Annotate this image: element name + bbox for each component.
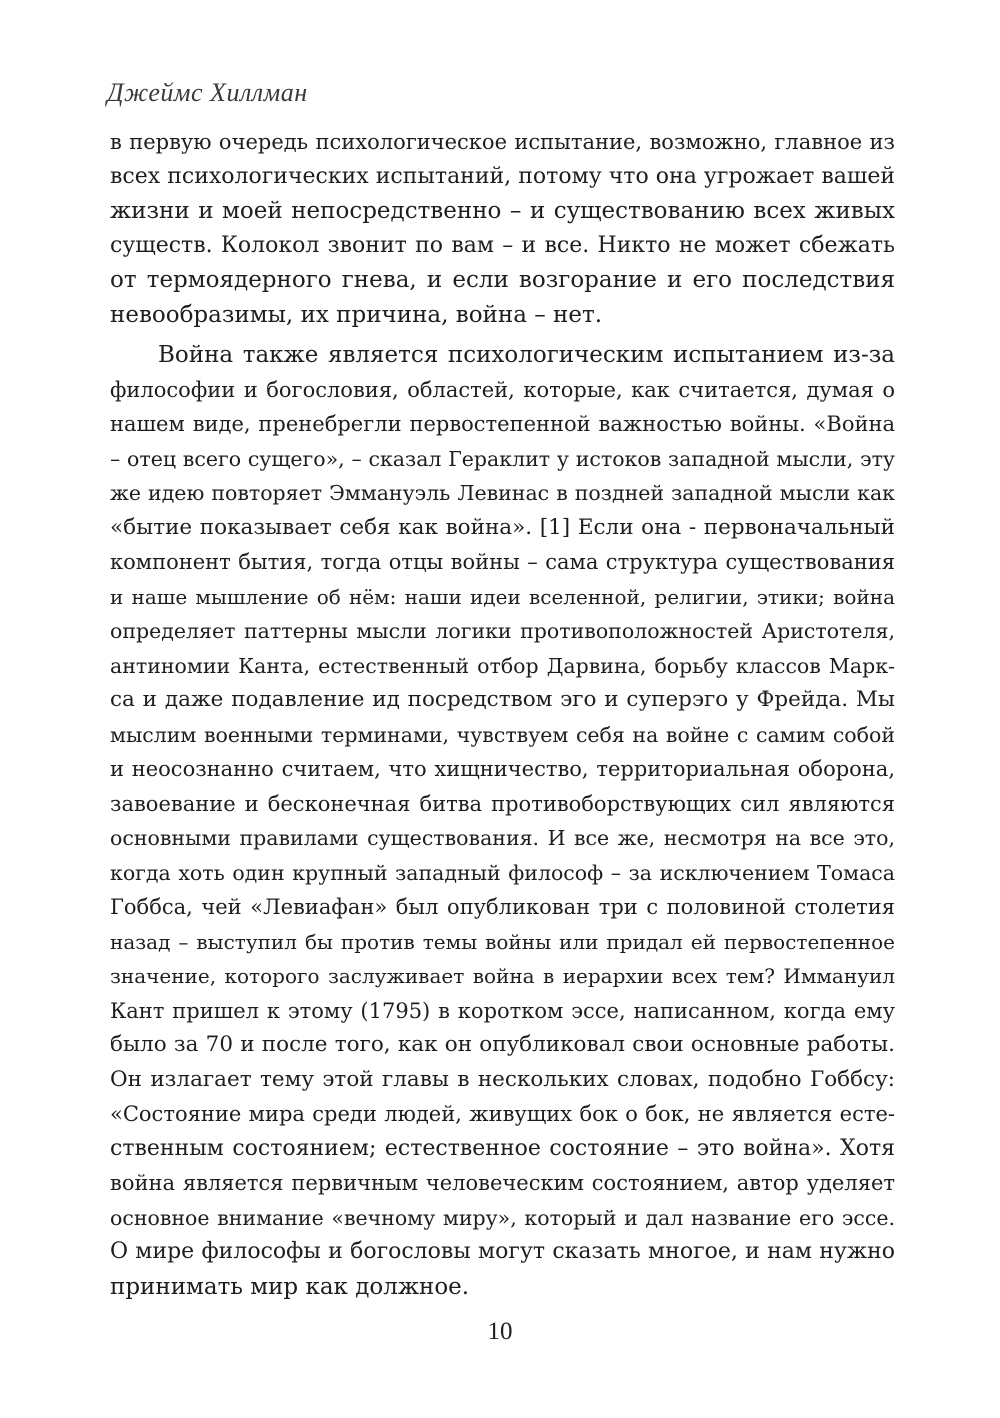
paragraph-2-line: принимать мир как должное. <box>110 1273 470 1300</box>
paragraph-1-line: невообразимы, их причина, война – нет. <box>110 301 603 328</box>
paragraph-2-line: и наше мышление об нём: наши идеи вселенной, религии, этики; война <box>110 584 895 609</box>
paragraph-2-line: Кант пришел к этому (1795) в коротком эссе, написанном, когда ему <box>110 998 895 1023</box>
paragraph-1-line: от термоядерного гнева, и если возгорание и его последствия <box>110 267 895 293</box>
paragraph-2-line: компонент бытия, тогда отцы войны – сама структура существования <box>110 550 895 574</box>
body-text <box>110 125 895 1304</box>
page-number: 10 <box>487 1318 513 1345</box>
paragraph-2-line: мыслим военными терминами, чувствуем себя на войне с самим собой <box>110 722 895 747</box>
paragraph-2-line: ственным состоянием; естественное состояние – это война». Хотя <box>110 1135 895 1161</box>
paragraph-2-line: «бытие показывает себя как война». [1] Если она - первоначальный <box>110 514 895 540</box>
paragraph-2-line: определяет паттерны мысли логики противоположностей Аристотеля, <box>110 619 895 643</box>
paragraph-2-line: основными правилами существования. И все же, несмотря на все это, <box>110 826 895 850</box>
paragraph-1-line: существ. Колокол звонит по вам – и все. Никто не может сбежать <box>110 232 895 258</box>
paragraph-2-line: завоевание и бесконечная битва противоборствующих сил являются <box>110 791 895 816</box>
paragraph-2-line: и неосознанно считаем, что хищничество, территориальная оборона, <box>110 757 895 781</box>
paragraph-2-line: когда хоть один крупный западный философ – за исключением Томаса <box>110 860 895 885</box>
paragraph-1-line: в первую очередь психологическое испытание, возможно, главное из <box>110 130 895 154</box>
paragraph-2-line: Он излагает тему этой главы в нескольких словах, подобно Гоббсу: <box>110 1066 895 1092</box>
paragraph-2-line: значение, которого заслуживает война в иерархии всех тем? Иммануил <box>110 964 895 988</box>
paragraph-2-line: О мире философы и богословы могут сказать многое, и нам нужно <box>110 1239 895 1264</box>
paragraph-2-line: война является первичным человеческим состоянием, автор уделяет <box>110 1171 895 1195</box>
paragraph-2-line: са и даже подавление ид посредством эго и суперэго у Фрейда. Мы <box>110 687 895 712</box>
paragraph-2-line: Война также является психологическим испытанием из-за <box>158 342 895 368</box>
paragraph-1-line: всех психологических испытаний, потому что она угрожает вашей <box>110 163 895 189</box>
paragraph-1-line: жизни и моей непосредственно – и существованию всех живых <box>110 198 895 224</box>
running-head-author: Джеймс Хиллман <box>107 78 308 107</box>
paragraph-2-line: философии и богословия, областей, которые, как считается, думая о <box>110 377 895 402</box>
paragraph-2-line: антиномии Канта, естественный отбор Дарвина, борьбу классов Марк- <box>110 653 895 678</box>
paragraph-2-line: Гоббса, чей «Левиафан» был опубликован три с половиной столетия <box>110 895 895 919</box>
paragraph-2-line: назад – выступил бы против темы войны или придал ей первостепенное <box>110 929 895 954</box>
paragraph-2-line: нашем виде, пренебрегли первостепенной важностью войны. «Война <box>110 412 895 436</box>
paragraph-2-line: основное внимание «вечному миру», который и дал название его эссе. <box>110 1205 895 1230</box>
paragraph-2-line: «Состояние мира среди людей, живущих бок о бок, не является есте- <box>110 1102 895 1126</box>
paragraph-2-line: – отец всего сущего», – сказал Гераклит у истоков западной мысли, эту <box>110 446 895 471</box>
paragraph-2-line: же идею повторяет Эммануэль Левинас в поздней западной мысли как <box>110 481 895 505</box>
paragraph-2-line: было за 70 и после того, как он опубликовал свои основные работы. <box>110 1032 895 1057</box>
